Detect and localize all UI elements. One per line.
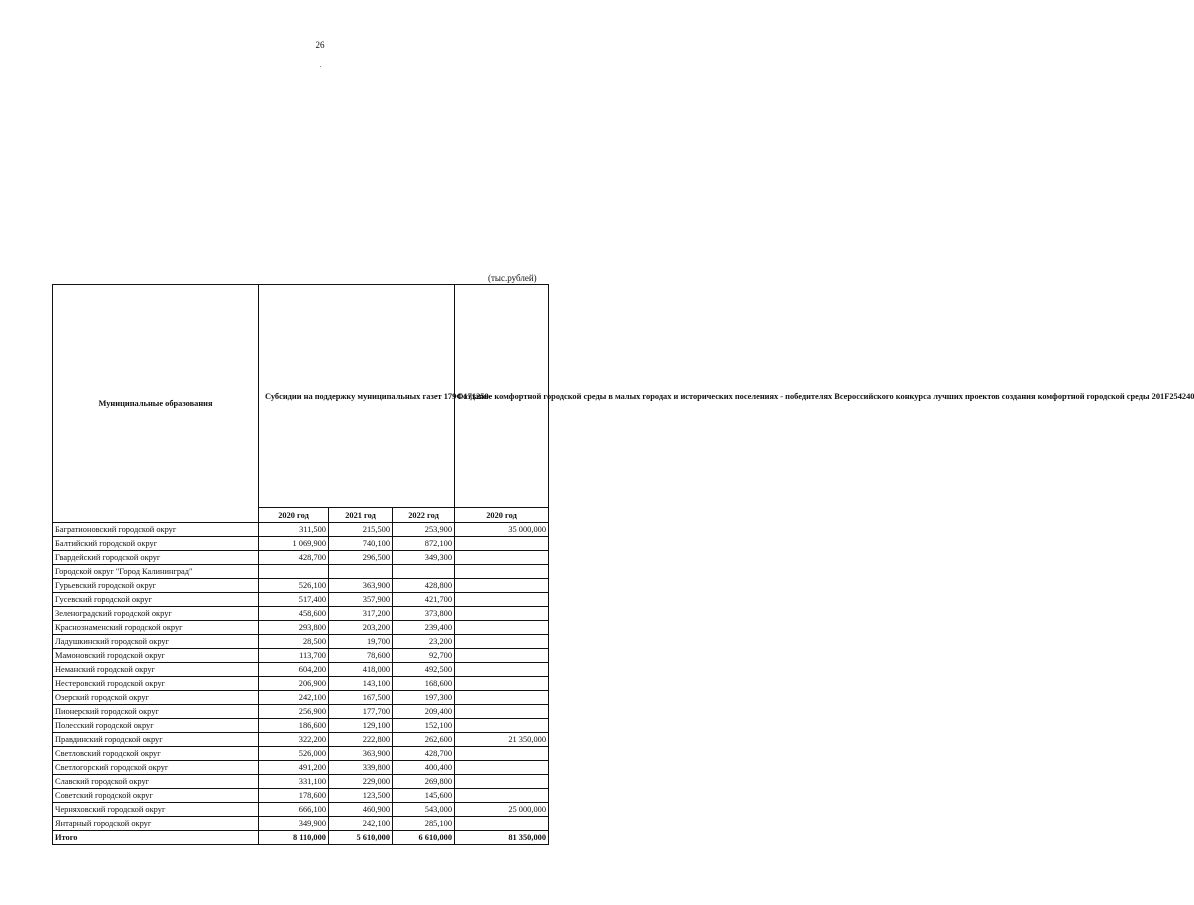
municipality-cell: Городской округ "Город Калининград" bbox=[53, 565, 259, 579]
table-row bbox=[53, 817, 549, 831]
comfort-2020-cell bbox=[455, 775, 549, 789]
comfort-2020-cell: 25 000,000 bbox=[455, 803, 549, 817]
header-subsidy: Субсидии на поддержку муниципальных газет 179Ф171250 bbox=[259, 285, 455, 508]
municipality-cell: Краснознаменский городской округ bbox=[53, 621, 259, 635]
table-row bbox=[53, 705, 549, 719]
subsidy-2020-cell: 428,700 bbox=[259, 551, 329, 565]
subsidy-2020-cell: 517,400 bbox=[259, 593, 329, 607]
comfort-2020-cell bbox=[455, 663, 549, 677]
table-row bbox=[53, 621, 549, 635]
municipality-cell: Балтийский городской округ bbox=[53, 537, 259, 551]
municipality-cell: Гурьевский городской округ bbox=[53, 579, 259, 593]
comfort-2020-cell bbox=[455, 817, 549, 831]
subsidy-2021-cell: 229,000 bbox=[329, 775, 393, 789]
subsidy-2022-cell: 168,600 bbox=[393, 677, 455, 691]
subsidy-2020-cell bbox=[259, 565, 329, 579]
table-row bbox=[53, 775, 549, 789]
municipality-cell: Черняховский городской округ bbox=[53, 803, 259, 817]
subsidy-2020-cell: 526,100 bbox=[259, 579, 329, 593]
header-comfort: Создание комфортной городской среды в малых городах и исторических поселениях - победителях Всероссийского конкурса лучших проектов создания комфортной городской среды 201F254240 bbox=[455, 285, 549, 508]
subsidy-2020-cell: 311,500 bbox=[259, 523, 329, 537]
subsidy-2022-cell: 428,700 bbox=[393, 747, 455, 761]
subsidy-2022-cell: 253,900 bbox=[393, 523, 455, 537]
subsidy-2020-cell: 526,000 bbox=[259, 747, 329, 761]
subsidy-2020-cell: 256,900 bbox=[259, 705, 329, 719]
comfort-2020-cell bbox=[455, 551, 549, 565]
table-row bbox=[53, 747, 549, 761]
comfort-2020-cell bbox=[455, 677, 549, 691]
comfort-2020-cell bbox=[455, 607, 549, 621]
comfort-2020-cell bbox=[455, 635, 549, 649]
header-municipalities: Муниципальные образования bbox=[53, 285, 259, 523]
comfort-2020-cell bbox=[455, 691, 549, 705]
subsidy-2020-cell: 28,500 bbox=[259, 635, 329, 649]
municipality-cell: Озерский городской округ bbox=[53, 691, 259, 705]
subsidy-2020-cell: 113,700 bbox=[259, 649, 329, 663]
subsidy-2021-cell: 215,500 bbox=[329, 523, 393, 537]
subsidy-2022-cell: 269,800 bbox=[393, 775, 455, 789]
municipality-cell: Славский городской округ bbox=[53, 775, 259, 789]
table-row bbox=[53, 649, 549, 663]
subsidy-2020-cell: 322,200 bbox=[259, 733, 329, 747]
subsidy-2021-cell: 317,200 bbox=[329, 607, 393, 621]
municipality-cell: Итого bbox=[53, 831, 259, 845]
subsidy-2022-cell: 492,500 bbox=[393, 663, 455, 677]
subsidy-2020-cell: 458,600 bbox=[259, 607, 329, 621]
subsidy-2020-cell: 186,600 bbox=[259, 719, 329, 733]
municipality-cell: Ладушкинский городской округ bbox=[53, 635, 259, 649]
subsidy-2021-cell: 460,900 bbox=[329, 803, 393, 817]
subsidy-2022-cell: 400,400 bbox=[393, 761, 455, 775]
comfort-2020-cell bbox=[455, 593, 549, 607]
municipality-cell: Светлогорский городской округ bbox=[53, 761, 259, 775]
comfort-2020-cell bbox=[455, 621, 549, 635]
subsidy-2021-cell: 19,700 bbox=[329, 635, 393, 649]
subsidy-2021-cell: 167,500 bbox=[329, 691, 393, 705]
municipality-cell: Нестеровский городской округ bbox=[53, 677, 259, 691]
subsidy-2021-cell: 339,800 bbox=[329, 761, 393, 775]
table-row bbox=[53, 663, 549, 677]
comfort-2020-cell bbox=[455, 649, 549, 663]
comfort-2020-cell bbox=[455, 719, 549, 733]
subsidy-2020-cell: 349,900 bbox=[259, 817, 329, 831]
year-header: 2022 год bbox=[393, 508, 455, 523]
subsidy-2021-cell: 363,900 bbox=[329, 579, 393, 593]
table-body bbox=[53, 523, 549, 845]
comfort-2020-cell bbox=[455, 747, 549, 761]
municipality-cell: Мамоновский городской округ bbox=[53, 649, 259, 663]
table-row bbox=[53, 607, 549, 621]
subsidy-2020-cell: 1 069,900 bbox=[259, 537, 329, 551]
subsidy-2021-cell: 203,200 bbox=[329, 621, 393, 635]
subsidy-2022-cell: 92,700 bbox=[393, 649, 455, 663]
subsidy-2020-cell: 331,100 bbox=[259, 775, 329, 789]
subsidy-2022-cell: 373,800 bbox=[393, 607, 455, 621]
subsidy-2022-cell: 543,000 bbox=[393, 803, 455, 817]
table-row bbox=[53, 593, 549, 607]
table-row bbox=[53, 551, 549, 565]
municipality-cell: Гвардейский городской округ bbox=[53, 551, 259, 565]
comfort-2020-cell: 21 350,000 bbox=[455, 733, 549, 747]
subsidy-2022-cell: 421,700 bbox=[393, 593, 455, 607]
subsidy-2020-cell: 178,600 bbox=[259, 789, 329, 803]
subsidy-2022-cell: 349,300 bbox=[393, 551, 455, 565]
municipality-cell: Пионерский городской округ bbox=[53, 705, 259, 719]
municipality-cell: Неманский городской округ bbox=[53, 663, 259, 677]
subsidy-2021-cell: 143,100 bbox=[329, 677, 393, 691]
table-row bbox=[53, 523, 549, 537]
subsidy-2021-cell: 5 610,000 bbox=[329, 831, 393, 845]
subsidy-2021-cell: 357,900 bbox=[329, 593, 393, 607]
table-row bbox=[53, 761, 549, 775]
year-header: 2020 год bbox=[259, 508, 329, 523]
subsidy-2021-cell: 740,100 bbox=[329, 537, 393, 551]
municipality-cell: Гусевский городской округ bbox=[53, 593, 259, 607]
table-row bbox=[53, 565, 549, 579]
subsidy-2022-cell: 145,600 bbox=[393, 789, 455, 803]
subsidy-2021-cell bbox=[329, 565, 393, 579]
municipality-cell: Зеленоградский городской округ bbox=[53, 607, 259, 621]
municipality-cell: Полесский городской округ bbox=[53, 719, 259, 733]
subsidy-2021-cell: 296,500 bbox=[329, 551, 393, 565]
comfort-2020-cell bbox=[455, 565, 549, 579]
table-row bbox=[53, 789, 549, 803]
municipality-cell: Янтарный городской округ bbox=[53, 817, 259, 831]
subsidy-2022-cell: 285,100 bbox=[393, 817, 455, 831]
subsidy-2021-cell: 123,500 bbox=[329, 789, 393, 803]
subsidy-2021-cell: 222,800 bbox=[329, 733, 393, 747]
comfort-2020-cell: 35 000,000 bbox=[455, 523, 549, 537]
units-label: (тыс.рублей) bbox=[488, 273, 537, 283]
table-row bbox=[53, 803, 549, 817]
subsidy-2021-cell: 78,600 bbox=[329, 649, 393, 663]
page-number: 26 bbox=[315, 40, 325, 50]
subsidy-2022-cell: 6 610,000 bbox=[393, 831, 455, 845]
subsidy-2022-cell: 428,800 bbox=[393, 579, 455, 593]
municipality-cell: Багратионовский городской округ bbox=[53, 523, 259, 537]
municipality-cell: Советский городской округ bbox=[53, 789, 259, 803]
comfort-2020-cell bbox=[455, 537, 549, 551]
subsidy-2022-cell: 239,400 bbox=[393, 621, 455, 635]
header-row bbox=[53, 285, 549, 508]
table-row bbox=[53, 677, 549, 691]
subsidy-2020-cell: 604,200 bbox=[259, 663, 329, 677]
subsidy-2020-cell: 666,100 bbox=[259, 803, 329, 817]
municipality-cell: Светловский городской округ bbox=[53, 747, 259, 761]
subsidy-2021-cell: 129,100 bbox=[329, 719, 393, 733]
subsidy-table bbox=[52, 284, 1194, 845]
comfort-2020-cell bbox=[455, 579, 549, 593]
subsidy-2020-cell: 293,800 bbox=[259, 621, 329, 635]
year-header: 2021 год bbox=[329, 508, 393, 523]
subsidy-2022-cell: 872,100 bbox=[393, 537, 455, 551]
table-row bbox=[53, 537, 549, 551]
table-row bbox=[53, 635, 549, 649]
subsidy-2021-cell: 418,000 bbox=[329, 663, 393, 677]
subsidy-2020-cell: 491,200 bbox=[259, 761, 329, 775]
subsidy-2021-cell: 242,100 bbox=[329, 817, 393, 831]
table-row bbox=[53, 691, 549, 705]
comfort-2020-cell bbox=[455, 789, 549, 803]
subsidy-2021-cell: 177,700 bbox=[329, 705, 393, 719]
municipality-cell: Правдинский городской округ bbox=[53, 733, 259, 747]
comfort-2020-cell: 81 350,000 bbox=[455, 831, 549, 845]
comfort-2020-cell bbox=[455, 761, 549, 775]
subsidy-2022-cell: 152,100 bbox=[393, 719, 455, 733]
subsidy-2022-cell: 209,400 bbox=[393, 705, 455, 719]
subsidy-2020-cell: 242,100 bbox=[259, 691, 329, 705]
table-row bbox=[53, 733, 549, 747]
subsidy-2021-cell: 363,900 bbox=[329, 747, 393, 761]
total-row bbox=[53, 831, 549, 845]
table-row bbox=[53, 579, 549, 593]
subsidy-2020-cell: 8 110,000 bbox=[259, 831, 329, 845]
subsidy-2022-cell bbox=[393, 565, 455, 579]
subsidy-2022-cell: 197,300 bbox=[393, 691, 455, 705]
comfort-2020-cell bbox=[455, 705, 549, 719]
table-row bbox=[53, 719, 549, 733]
scan-speck bbox=[320, 66, 321, 67]
subsidy-2020-cell: 206,900 bbox=[259, 677, 329, 691]
year-header: 2020 год bbox=[455, 508, 549, 523]
subsidy-2022-cell: 262,600 bbox=[393, 733, 455, 747]
subsidy-2022-cell: 23,200 bbox=[393, 635, 455, 649]
